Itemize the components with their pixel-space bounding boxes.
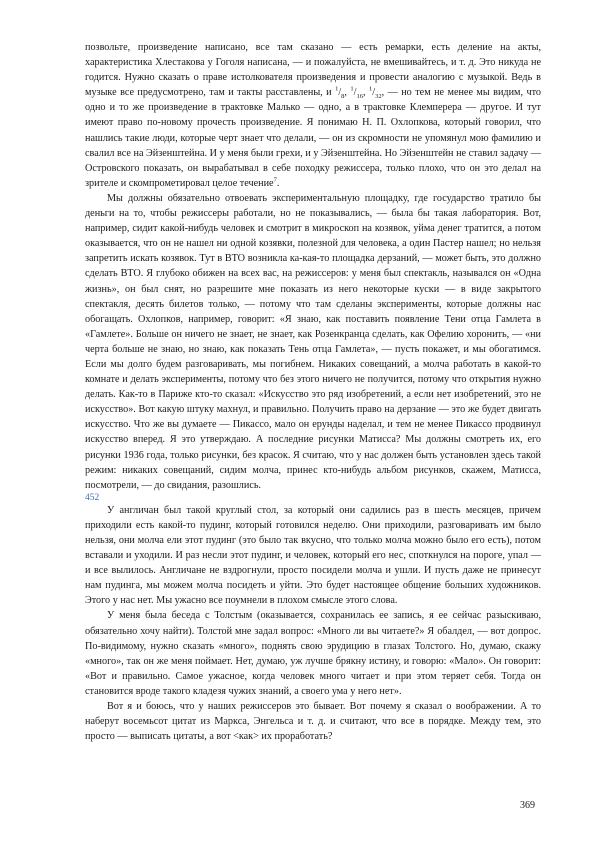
document-body (85, 40, 541, 744)
superscript: 1 (350, 85, 354, 93)
text-run: У англичан был такой круглый стол, за который они садились раз в шесть месяцев, причем приходили есть какой-то пудинг, который готовился неделю. Они приходили, разговаривать им было нельзя, они молча ели этот пудинг (это было так вкусно, что только молча можно было его есть), потом вставали и уходили. И раз несли этот пудинг, и человек, который его нес, споткнулся на пороге, упал — и все вылилось. Англичане не вздрогнули, просто посидели молча и ушли. И пусть даже не принесут нам пудинга, мы можем молча посидеть и уйти. Это будет настоящее общение больших художников. Этого у нас нет. Мы ужасно все поумнели в плохом смысле этого слова. (85, 504, 541, 607)
text-run: У меня была беседа с Толстым (оказывается, сохранилась ее запись, я ее сейчас разыскиваю, обязательно хочу найти). Толстой мне задал вопрос: «Много ли вы читаете?» Я обалдел, — вот допрос. По-видимому, нужно сказать «много», поднять свою эрудицию в глазах Толстого. Но, думаю, скажу «много», так он же меня поймает. Нет, думаю, уж лучше брякну истину, и говорю: «Мало». Он говорит: «Вот и правильно. Самое ужасное, когда человек много читает и при этом теряет себя. Тогда он становится вроде такого кладезя чужих знаний, а своего ума у него нет». (85, 610, 541, 697)
subscript: 8 (341, 93, 345, 101)
paragraph (85, 191, 541, 493)
paragraph (85, 608, 541, 699)
text-run: Вот я и боюсь, что у наших режиссеров это бывает. Вот почему я сказал о воображении. А то наберут восемьсот цитат из Маркса, Энгельса и т. д. и считают, что все в порядке. Между тем, это просто — выписать цитаты, а вот <как> их проработать? (85, 701, 541, 743)
text-run: позвольте, произведение написано, все там сказано — есть ремарки, есть деление на акты, характеристика Хлестакова у Гоголя написана, — и пожалуйста, не вмешивайтесь, и т. д. Это никуда не годится. Нужно сказать о праве истолкователя произведения и провести аналогию с музыкой. Ведь в музыке все предусмотрено, там и такты расставлены, и (85, 42, 541, 99)
text-run: . (276, 177, 280, 189)
paragraph (85, 699, 541, 744)
page-marker[interactable]: 452 (85, 492, 100, 503)
text-run: , (344, 87, 351, 99)
text-run: , (363, 87, 370, 99)
text-run: / (338, 87, 342, 99)
text-run: / (353, 87, 357, 99)
subscript: 16 (356, 93, 364, 101)
text-run: Мы должны обязательно отвоевать экспериментальную площадку, где государство тратило бы деньги на то, чтобы режиссеры работали, но не показывались, — была бы такая лаборатория. Вот, например, сидит какой-нибудь человек и смотрит в микроскоп на козявок, уйма денег тратится, а потом оказывается, что он не нашел ни одной козявки, полезной для человека, а один Пастер нашел; но нельзя запретить искать козявок. Тут в ВТО возникла ка-кая-то площадка дерзаний, — может быть, это должно сделать ВТО. Я глубоко обижен на всех вас, на режиссеров: у меня был спектакль, назывался он «Одна жизнь», он был снят, но разрешите мне показать из него некоторые куски — в виде закрытого спектакля, десять билетов только, — потому что там сделаны эксперименты, которые должны нас обогащать. Охлопков, например, говорит: «Я знаю, как поставить появление Тени отца Гамлета в «Гамлете». Больше он ничего не знает, не знает, как Розенкранца сделать, как Офелию хоронить, — «ни черта больше не знаю, но знаю, как показать Тень отца Гамлета», — пусть покажет, и мы обогатимся. Если мы долго будем разговаривать, мы погибнем. Никаких совещаний, а молча работать в какой-то комнате и делать эксперименты, потому что без этого ничего не получится, потому что открытия нужно делать. Как-то в Париже кто-то сказал: «Искусство это ряд изобретений, а если нет изобретений, это не искусство». Вот какую штуку махнул, и правильно. Получить право на дерзание — это же будет двигать искусство. Что же вы думаете — Пикассо, мало он ерунды наделал, и тем не менее Пикассо продвинул искусство вперед. Я это утверждаю. А последние рисунки Матисса? Мы должны смотреть их, его рисунки 1936 года, только рисунки, без красок. Я считаю, что у нас должен быть установлен здесь такой режим: никаких совещаний, сидим молча, принес кто-нибудь альбом рисунков, скажем, Матисса, посмотрели, — до свидания, разошлись. (85, 192, 541, 491)
subscript: 32 (375, 93, 382, 101)
text-run: , — но тем не менее мы видим, что одно и то же произведение в трактовке Малько — одно, а в трактовке Клемперера — другое. И тут имеют право по-новому прочесть произведение. Я понимаю Н. П. Охлопкова, который говорил, что нашлись такие люди, которые черт знает что делали, — он из скромности не упомянул мою фамилию и свалил все на Эйзенштейна. И у меня были грехи, и у Эйзенштейна. Но Эйзенштейн не ставил задачу — Островского показать, он вырабатывал в себе походку режиссера, только плохо, что он это делал на зрителе и скомпрометировал целое течение (85, 87, 542, 189)
paragraph (85, 40, 541, 191)
paragraph (85, 503, 541, 609)
superscript: 1 (335, 85, 339, 93)
text-run: / (372, 87, 376, 99)
page-number: 369 (520, 800, 535, 811)
superscript: 1 (369, 85, 373, 93)
superscript: 7 (273, 176, 277, 184)
